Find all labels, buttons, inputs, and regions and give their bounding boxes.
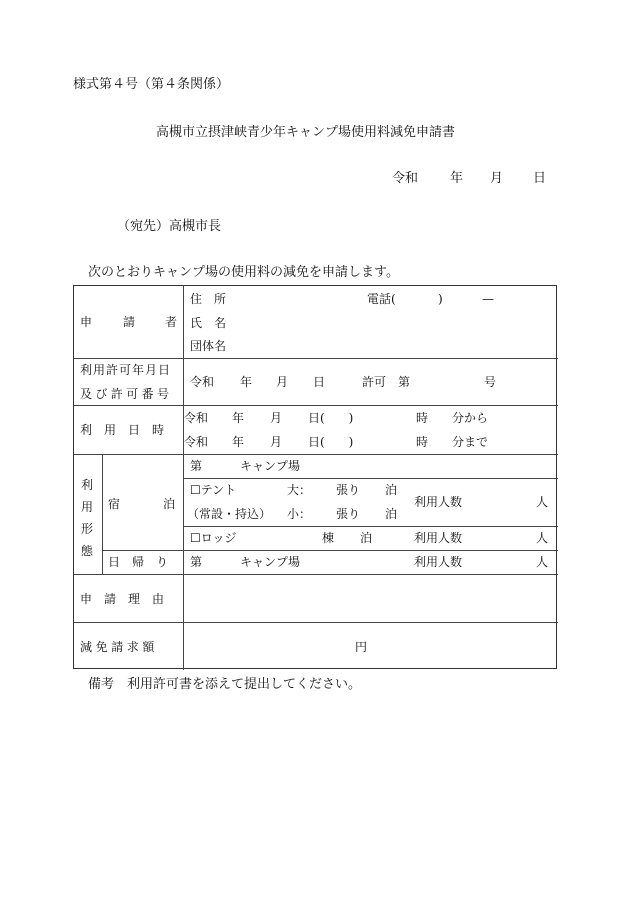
tent-checkbox-label[interactable]: ☐テント [190,483,237,497]
applicant-label-char: 者 [165,315,178,329]
to-day-unit: 日( ) [308,435,354,449]
name-label: 氏 名 [190,316,227,330]
form-number: 様式第４号（第４条関係） [73,77,230,92]
from-era: 令和 [184,411,209,425]
permit-era: 令和 [190,375,215,389]
tent-small-nights-unit: 泊 [385,507,398,521]
tent-users-unit: 人 [536,495,549,509]
lodge-nights-unit: 泊 [360,531,373,545]
tent-large-nights-unit: 泊 [385,483,398,497]
to-hour-unit: 時 [416,435,429,449]
daytrip-campsite-prefix: 第 [190,555,203,569]
permit-number-label: 許可 第 [362,375,411,389]
amount-unit: 円 [355,640,368,654]
tent-large-label: 大： [287,483,312,497]
stay-campsite-suffix: キャンプ場 [240,459,301,473]
phone-label: 電話( [367,292,396,306]
row-divider [102,550,558,551]
group-name-label: 団体名 [190,339,227,353]
usage-type-label-char: 用 [80,500,93,514]
daytrip-label: 日 帰 り [108,555,169,569]
usage-type-label-char: 態 [80,544,93,558]
document-title: 高槻市立摂津峡青少年キャンプ場使用料減免申請書 [156,125,456,140]
reason-label: 申 請 理 由 [80,592,165,606]
from-month-unit: 月 [270,411,283,425]
usage-type-label-char: 利 [80,478,93,492]
permit-day-unit: 日 [313,375,326,389]
date-day-unit: 日 [533,171,547,186]
application-form-table [73,285,557,669]
permit-label-line2: 及び許可番号 [80,387,173,401]
to-year-unit: 年 [232,435,245,449]
row-divider [74,405,558,406]
row-divider [74,622,558,623]
address-label: 住 所 [190,292,227,306]
lodge-checkbox-label[interactable]: ☐ロッジ [190,531,237,545]
addressee: （宛先）高槻市長 [117,219,222,234]
usage-date-label: 利 用 日 時 [80,423,165,437]
tent-users-label: 利用人数 [414,495,463,509]
usage-type-inner-divider [102,454,103,574]
tent-type-note: （常設・持込） [187,507,272,521]
daytrip-users-label: 利用人数 [414,555,463,569]
permit-month-unit: 月 [276,375,289,389]
tent-small-unit: 張り [336,507,361,521]
tent-large-unit: 張り [336,483,361,497]
phone-close: ) [438,292,443,306]
row-divider [74,358,558,359]
footer-note: 備考 利用許可書を添えて提出してください。 [88,677,362,692]
intro-text: 次のとおりキャンプ場の使用料の減免を申請します。 [88,265,399,280]
usage-type-label-char: 形 [80,522,93,536]
from-minute-unit: 分から [452,411,489,425]
phone-dash: — [482,292,494,306]
to-month-unit: 月 [270,435,283,449]
row-divider [74,454,558,455]
date-month-unit: 月 [490,171,504,186]
row-divider [183,478,558,479]
row-divider [183,526,558,527]
date-era: 令和 [392,171,419,186]
permit-year-unit: 年 [240,375,253,389]
lodge-users-unit: 人 [536,531,549,545]
to-era: 令和 [184,435,209,449]
from-hour-unit: 時 [416,411,429,425]
stay-label-char: 宿 [108,497,121,511]
date-year-unit: 年 [450,171,464,186]
lodge-unit: 棟 [322,531,335,545]
lodge-users-label: 利用人数 [414,531,463,545]
applicant-label-char: 請 [123,315,136,329]
stay-campsite-prefix: 第 [190,459,203,473]
daytrip-users-unit: 人 [536,555,549,569]
applicant-label-char: 申 [80,315,93,329]
daytrip-campsite-suffix: キャンプ場 [240,555,301,569]
to-minute-unit: 分まで [452,435,489,449]
permit-label-line1: 利用許可年月日 [80,363,172,377]
amount-label: 減免請求額 [80,640,159,654]
row-divider [74,574,558,575]
tent-small-label: 小： [287,507,312,521]
from-day-unit: 日( ) [308,411,354,425]
stay-label-char: 泊 [163,497,176,511]
permit-number-suffix: 号 [484,375,497,389]
from-year-unit: 年 [232,411,245,425]
